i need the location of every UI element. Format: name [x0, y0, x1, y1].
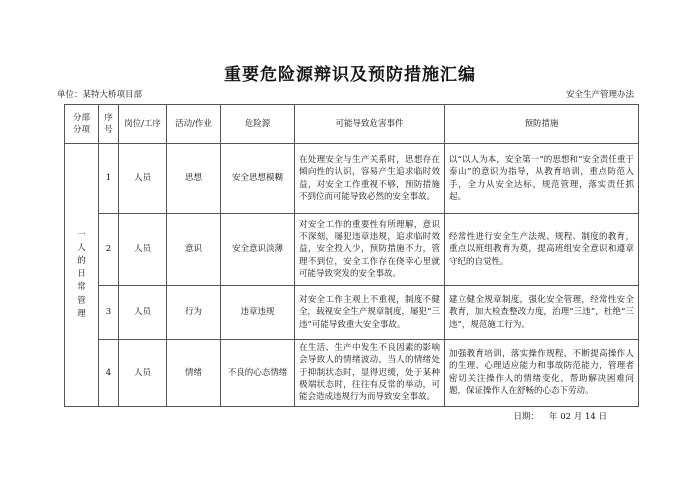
table-row: [65, 340, 639, 407]
row-measure: 建立健全规章制度，强化安全管理，经常性安全教育，加大检查整改力度，治理“三违”，杜绝“三违”，规范施工行为。: [445, 286, 639, 340]
header-no-line-2: 号: [104, 125, 113, 135]
department-label: 安全生产管理办法: [565, 90, 634, 100]
row-activity: 情绪: [167, 340, 221, 407]
group-char: 人: [77, 242, 86, 253]
header-no: [99, 105, 119, 144]
date-value: 年 02 月 14 日: [549, 412, 607, 422]
row-measure: 以“以人为本，安全第一”的思想和“安全责任重于泰山”的意识为指导，从教育培训，重点防范入手，全力从安全达标，规范管理，落实责任抓起。: [445, 144, 639, 214]
group-char: 理: [77, 308, 86, 319]
row-no: 2: [99, 214, 119, 286]
row-post: 人员: [119, 286, 167, 340]
row-hazard: 安全思想模糊: [221, 144, 295, 214]
header-hazard: 危险源: [221, 105, 295, 144]
row-no: 1: [99, 144, 119, 214]
row-no: 4: [99, 340, 119, 407]
header-category-line-2: 分项: [72, 125, 90, 135]
row-no: 3: [99, 286, 119, 340]
header-post: 岗位/工序: [119, 105, 167, 144]
header-event: 可能导致危害事件: [295, 105, 445, 144]
group-label-cell: [65, 144, 99, 407]
row-hazard: 安全意识淡薄: [221, 214, 295, 286]
row-activity: 行为: [167, 286, 221, 340]
group-char: 管: [77, 295, 86, 306]
row-activity: 意识: [167, 214, 221, 286]
header-activity: 活动/作业: [167, 105, 221, 144]
row-post: 人员: [119, 214, 167, 286]
row-activity: 思想: [167, 144, 221, 214]
row-event: 在处理安全与生产关系时，思想存在倾向性的认识，容易产生追求临时效益，对安全工作重视不够，预防措施不到位而可能导致必然的安全事故。: [295, 144, 445, 214]
row-hazard: 违章违规: [221, 286, 295, 340]
row-event: 对安全工作的重要性有所理解，意识不深刻，屡犯违章违规，追求临时效益，安全投入少，预防措施不力，管理不到位，安全工作存在侥幸心里就可能导致突发的安全事故。: [295, 214, 445, 286]
document-title: 重要危险源辩识及预防措施汇编: [224, 65, 476, 85]
table-row: [65, 214, 639, 286]
row-measure: 经常性进行安全生产法规、规程、制度的教育，重点以班组教育为奠，提高班组安全意识和遵章守纪的自觉性。: [445, 214, 639, 286]
table-row: [65, 144, 639, 214]
table-header-row: [65, 105, 639, 144]
row-hazard: 不良的心态情绪: [221, 340, 295, 407]
row-event: 对安全工作主观上不重视，制度不健全，载视安全生产规章制度，屡犯“三违”可能导致重大安全事故。: [295, 286, 445, 340]
date-label: 日期：: [513, 412, 540, 422]
header-category: [65, 105, 99, 144]
group-char: 一: [77, 229, 86, 240]
group-char: 的: [77, 256, 86, 267]
row-measure: 加强教育培训，落实操作规程，不断提高操作人的生理、心理适应能力和事故防范能力，管理者密切关注操作人的情绪变化，帮助解决困难问题，保证操作人在舒畅的心态下劳动。: [445, 340, 639, 407]
group-char: 日: [77, 269, 86, 280]
row-post: 人员: [119, 144, 167, 214]
footer-date: [514, 410, 607, 422]
row-event: 在生活、生产中发生不良因素的影响会导致人的情绪波动，当人的情绪处于抑制状态时，显得迟缓，处于某种极端状态时，往往有反常的举动，可能会造成违规行为而导致安全事故。: [295, 340, 445, 407]
header-no-line-1: 序: [104, 112, 113, 123]
row-post: 人员: [119, 340, 167, 407]
header-measure: 预防措施: [445, 105, 639, 144]
header-category-line-1: 分部: [72, 112, 90, 123]
table-row: [65, 286, 639, 340]
hazard-table: [64, 104, 639, 407]
unit-label: 单位：某特大桥项目部: [57, 90, 143, 100]
group-char: 常: [77, 282, 86, 293]
